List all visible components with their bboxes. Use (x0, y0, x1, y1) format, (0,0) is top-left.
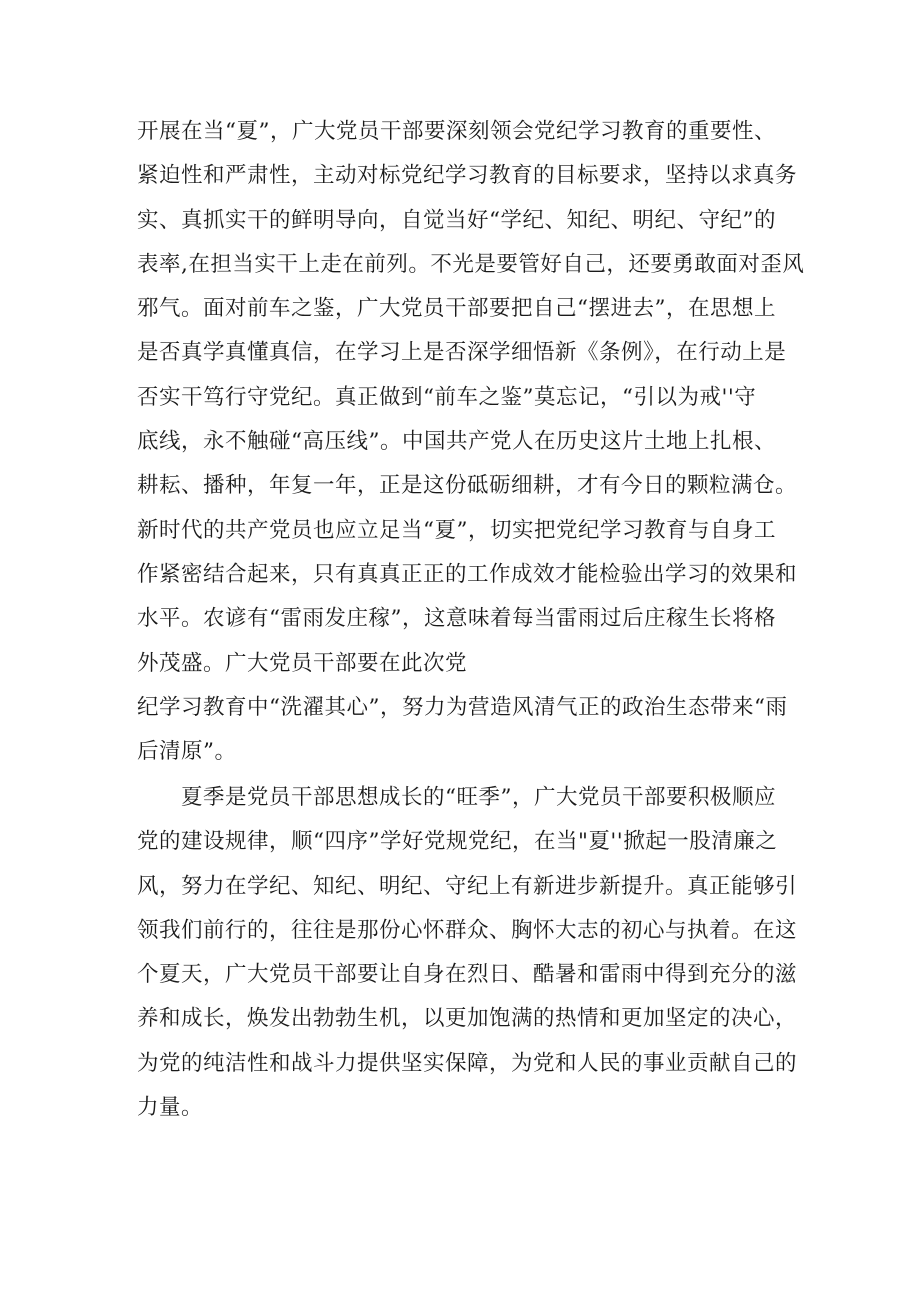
text-line: 邪气。面对前车之鉴，广大党员干部要把自己“摆进去”，在思想上 (137, 296, 776, 322)
text-line: 夏季是党员干部思想成长的“旺季”，广大党员干部要积极顺应 (181, 785, 776, 810)
text-line: 耕耘、播种，年复一年，正是这份砥砺细耕，才有今日的颗粒满仓。 (137, 473, 798, 499)
text-line: 开展在当“夏”，广大党员干部要深刻领会党纪学习教育的重要性、 (137, 119, 776, 144)
text-line: 底线，永不触碰“高压线”。中国共产党人在历史这片土地上扎根、 (137, 429, 776, 455)
paragraph-1 (137, 110, 805, 774)
text-line: 表率,在担当实干上走在前列。不光是要管好自己，还要勇敢面对歪风 (137, 251, 805, 277)
text-line: 领我们前行的，往往是那份心怀群众、胸怀大志的初心与执着。在这 (137, 917, 798, 943)
text-line: 紧迫性和严肃性，主动对标党纪学习教育的目标要求，坚持以求真务 (137, 163, 798, 189)
text-line: 否实干笃行守党纪。真正做到“前车之鉴”莫忘记，“引以为戒''守 (137, 384, 757, 410)
text-line: 作紧密结合起来，只有真真正正的工作成效才能检验出学习的效果和 (137, 561, 798, 587)
text-line: 后清原”。 (137, 739, 237, 765)
text-line: 个夏天，广大党员干部要让自身在烈日、酷暑和雷雨中得到充分的滋 (137, 962, 798, 988)
text-line: 水平。农谚有“雷雨发庄稼”，这意味着每当雷雨过后庄稼生长将格 (137, 606, 776, 632)
text-line: 风，努力在学纪、知纪、明纪、守纪上有新进步新提升。真正能够引 (137, 873, 798, 899)
text-line: 党的建设规律，顺“四序”学好党规党纪，在当"夏''掀起一股清廉之 (137, 829, 778, 855)
text-line: 实、真抓实干的鲜明导向，自觉当好“学纪、知纪、明纪、守纪”的 (137, 207, 776, 233)
text-line: 力量。 (137, 1095, 204, 1121)
text-line: 新时代的共产党员也应立足当“夏”，切实把党纪学习教育与自身工 (137, 517, 776, 543)
text-line: 是否真学真懂真信，在学习上是否深学细悟新《条例》，在行动上是 (137, 340, 787, 366)
paragraph-2 (137, 776, 798, 1130)
text-line: 外茂盛。广大党员干部要在此次党 (137, 650, 468, 676)
text-line: 养和成长，焕发出勃勃生机，以更加饱满的热情和更加坚定的决心， (137, 1006, 798, 1032)
text-line: 纪学习教育中“洗濯其心”，努力为营造风清气正的政治生态带来“雨 (137, 694, 788, 720)
text-line: 为党的纯洁性和战斗力提供坚实保障，为党和人民的事业贡献自己的 (137, 1050, 798, 1076)
